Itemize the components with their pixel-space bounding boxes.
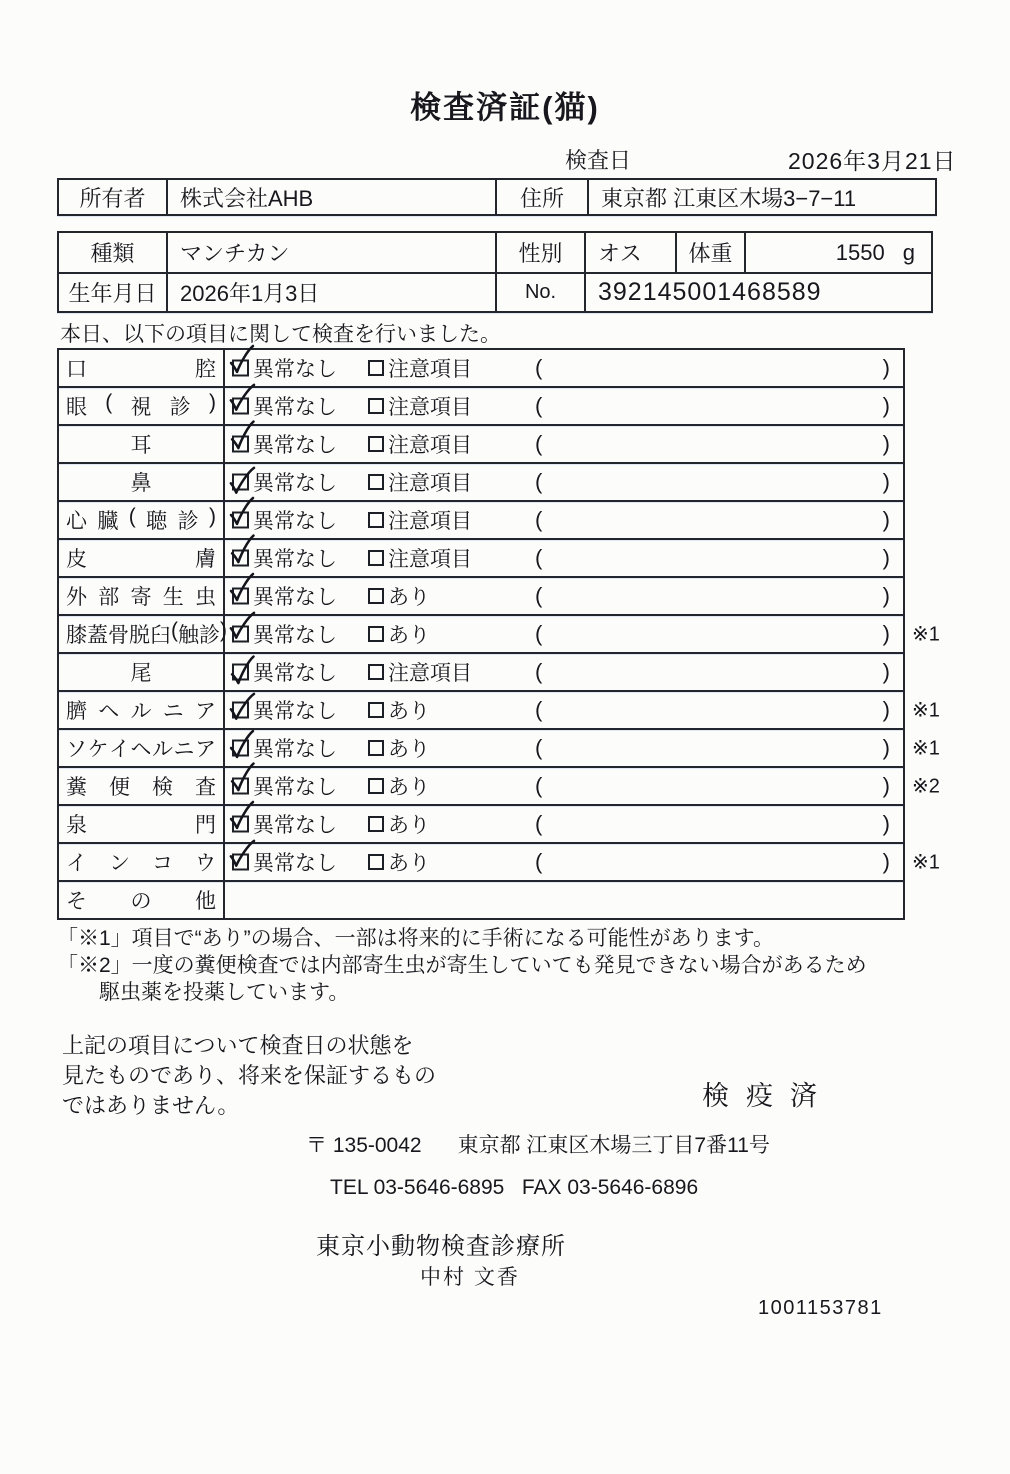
exam-table-row [59,388,903,426]
weight-unit: g [902,239,915,265]
owner-table [57,178,937,216]
exam-item-result-cell [225,502,903,538]
note-paren-open: ( [535,849,543,874]
note-paren-close: ) [882,431,890,456]
exam-table-row [59,616,940,654]
secondary-option-checkbox [368,588,384,604]
exam-table-row [59,464,903,502]
disclaimer-line-3: ではありません。 [62,1093,240,1118]
note-paren-open: ( [535,735,543,760]
footnote-reference-mark: ※1 [912,851,940,874]
exam-item-label: 外 部 寄 生 虫 [66,586,216,609]
footnote-1: 「※1」項目で“あり”の場合、一部は将来的に手術になる可能性があります。 [57,927,774,950]
secondary-option-label: 注意項目 [388,396,472,419]
microchip-no-value: 392145001468589 [584,272,931,311]
exam-table-row [59,540,903,578]
no-abnormality-label: 異常なし [253,700,337,723]
breed-value: マンチカン [166,233,495,272]
exam-item-label-cell [59,768,225,804]
exam-item-result-cell [225,730,903,766]
note-paren-close: ) [882,355,890,380]
exam-table-row [59,730,940,768]
note-paren-close: ) [882,545,890,570]
exam-item-result-cell [225,578,903,614]
exam-item-result-cell [225,806,903,842]
handwritten-checkmark-icon [226,609,256,644]
secondary-option-checkbox [368,474,384,490]
handwritten-checkmark-icon [226,381,256,416]
exam-item-label-cell [59,654,225,690]
note-paren-close: ) [882,469,890,494]
intro-text: 本日、以下の項目に関して検査を行いました。 [60,323,501,346]
exam-item-label-cell [59,882,225,918]
no-abnormality-label: 異常なし [253,472,337,495]
note-paren-close: ) [882,735,890,760]
handwritten-checkmark-icon [227,572,255,605]
veterinarian-name: 中村 文香 [420,1266,520,1289]
exam-item-label-cell [59,388,225,424]
exam-item-label-cell [59,730,225,766]
exam-item-label: 口 腔 [66,358,216,381]
footnote-reference-mark: ※1 [912,623,940,646]
secondary-option-label: 注意項目 [388,548,472,571]
secondary-option-checkbox [368,398,384,414]
exam-item-result-cell [225,540,903,576]
weight-value: 1550 [835,239,885,265]
birthdate-label: 生年月日 [59,272,166,311]
no-abnormality-label: 異常なし [253,624,337,647]
exam-item-result-cell [225,464,903,500]
disclaimer-line-1: 上記の項目について検査日の状態を [62,1033,414,1058]
note-paren-close: ) [882,393,890,418]
exam-table-row [59,844,940,882]
exam-item-label: 糞 便 検 査 [66,776,216,799]
microchip-no-label: No. [495,272,584,311]
note-paren-open: ( [535,393,543,418]
note-paren-open: ( [535,773,543,798]
secondary-option-checkbox [368,360,384,376]
exam-table-row [59,502,903,540]
exam-item-label-cell [59,464,225,500]
secondary-option-label: あり [388,852,430,875]
exam-item-result-cell [225,882,903,918]
clinic-name: 東京小動物検査診療所 [316,1233,566,1260]
secondary-option-checkbox [368,550,384,566]
no-abnormality-label: 異常なし [253,434,337,457]
no-abnormality-label: 異常なし [253,396,337,419]
exam-table-row [59,692,940,730]
exam-item-label: 泉 門 [66,814,216,837]
clinic-postal-code: 〒 135-0042 [306,1134,422,1157]
no-abnormality-label: 異常なし [253,662,337,685]
secondary-option-checkbox [368,626,384,642]
disclaimer-block [62,1031,436,1121]
exam-item-label: イ ン コ ウ [66,852,216,875]
handwritten-checkmark-icon [226,690,256,725]
secondary-option-label: あり [388,776,430,799]
footnote-reference-mark: ※1 [912,699,940,722]
secondary-option-label: 注意項目 [388,510,472,533]
exam-item-result-cell [225,844,903,880]
exam-table-row [59,806,903,844]
note-paren-open: ( [535,697,543,722]
no-abnormality-label: 異常なし [253,814,337,837]
breed-label: 種類 [90,241,135,266]
exam-item-label-cell [59,578,225,614]
note-paren-open: ( [535,583,543,608]
disclaimer-line-2: 見たものであり、将来を保証するもの [62,1063,437,1088]
clinic-postal-line [306,1129,770,1159]
secondary-option-checkbox [368,816,384,832]
note-paren-close: ) [882,811,890,836]
note-paren-open: ( [535,355,543,380]
exam-item-label-cell [59,540,225,576]
no-abnormality-label: 異常なし [253,852,337,875]
page-title: 検査済証(猫) [410,90,600,125]
no-abnormality-label: 異常なし [253,510,337,533]
exam-item-label: 臍 ヘ ル ニ ア [66,700,216,723]
exam-item-label-cell [59,844,225,880]
exam-table-row [59,768,940,806]
owner-label: 所有者 [79,185,146,211]
inspection-date-value: 2026年3月21日 [788,148,957,174]
handwritten-checkmark-icon [227,800,255,833]
handwritten-checkmark-icon [227,344,255,377]
secondary-option-label: あり [388,700,430,723]
exam-item-label-cell [59,692,225,728]
exam-item-result-cell [225,616,903,652]
animal-table [57,231,933,313]
exam-item-label: 眼 ( 視 診 ) [66,391,216,419]
footnote-reference-mark: ※1 [912,737,940,760]
note-paren-close: ) [882,621,890,646]
note-paren-open: ( [535,507,543,532]
exam-item-label-cell [59,806,225,842]
weight-value-cell [744,233,931,272]
secondary-option-checkbox [368,664,384,680]
note-paren-close: ) [882,659,890,684]
serial-number: 1001153781 [758,1297,883,1319]
no-abnormality-label: 異常なし [253,358,337,381]
exam-item-result-cell [225,426,903,462]
note-paren-close: ) [882,849,890,874]
exam-item-label: ソ ケ イ ヘ ル ニ ア [66,738,216,761]
exam-table [57,348,940,920]
footnote-reference-mark: ※2 [912,775,940,798]
handwritten-checkmark-icon [227,496,255,529]
note-paren-close: ) [882,507,890,532]
exam-item-label: 皮 膚 [66,548,216,571]
secondary-option-label: あり [388,814,430,837]
note-paren-open: ( [535,621,543,646]
no-abnormality-label: 異常なし [253,776,337,799]
clinic-tel-fax: TEL 03-5646-6895 FAX 03-5646-6896 [330,1176,699,1199]
sex-value: オス [584,233,675,272]
no-abnormality-label: 異常なし [253,738,337,761]
exam-table-row [59,578,903,616]
exam-item-label-cell [59,426,225,462]
exam-item-label-cell [59,350,225,386]
exam-table-row [59,654,903,692]
footnote-2-continued: 駆虫薬を投薬しています。 [99,981,350,1004]
secondary-option-checkbox [368,702,384,718]
secondary-option-label: あり [388,738,430,761]
secondary-option-label: 注意項目 [388,662,472,685]
exam-table-row [59,350,903,388]
secondary-option-label: 注意項目 [388,358,472,381]
owner-name: 株式会社AHB [166,180,495,214]
secondary-option-checkbox [368,512,384,528]
secondary-option-label: 注意項目 [388,434,472,457]
handwritten-checkmark-icon [226,464,256,499]
note-paren-open: ( [535,431,543,456]
exam-item-label: 膝 蓋 骨 脱 臼 ( 触 診 ) [66,619,227,647]
exam-item-label: そ の 他 [66,890,216,913]
exam-table-row [59,882,903,918]
note-paren-close: ) [882,697,890,722]
sex-label: 性別 [495,233,584,272]
handwritten-checkmark-icon [227,729,255,762]
exam-table-row [59,426,903,464]
owner-address: 東京都 江東区木場3−7−11 [587,180,935,214]
secondary-option-checkbox [368,854,384,870]
exam-item-label-cell [59,616,225,652]
secondary-option-checkbox [368,436,384,452]
exam-item-result-cell [225,388,903,424]
clinic-address: 東京都 江東区木場三丁目7番11号 [457,1134,770,1157]
secondary-option-checkbox [368,740,384,756]
exam-item-label: 鼻 [130,472,152,495]
exam-item-result-cell [225,768,903,804]
birthdate-value: 2026年1月3日 [166,272,495,311]
handwritten-checkmark-icon [226,837,256,872]
note-paren-open: ( [535,545,543,570]
note-paren-open: ( [535,811,543,836]
secondary-option-label: あり [388,624,430,647]
footnotes-block [57,925,867,1006]
no-abnormality-label: 異常なし [253,548,337,571]
secondary-option-label: あり [388,586,430,609]
no-abnormality-label: 異常なし [253,586,337,609]
inspection-date-label: 検査日 [565,148,632,173]
owner-address-label: 住所 [495,180,587,214]
footnote-2: 「※2」一度の糞便検査では内部寄生虫が寄生していても発見できない場合があるため [57,954,867,977]
note-paren-open: ( [535,469,543,494]
exam-item-label-cell [59,502,225,538]
secondary-option-label: 注意項目 [388,472,472,495]
exam-item-label: 尾 [130,662,152,685]
secondary-option-checkbox [368,778,384,794]
exam-item-result-cell [225,692,903,728]
exam-item-result-cell [225,654,903,690]
exam-item-label: 耳 [130,434,152,457]
quarantine-passed-text: 検疫済 [702,1081,834,1111]
note-paren-close: ) [882,583,890,608]
weight-label: 体重 [675,233,744,272]
exam-item-result-cell [225,350,903,386]
note-paren-close: ) [882,773,890,798]
note-paren-open: ( [535,659,543,684]
exam-item-label: 心 臓 ( 聴 診 ) [66,505,216,533]
